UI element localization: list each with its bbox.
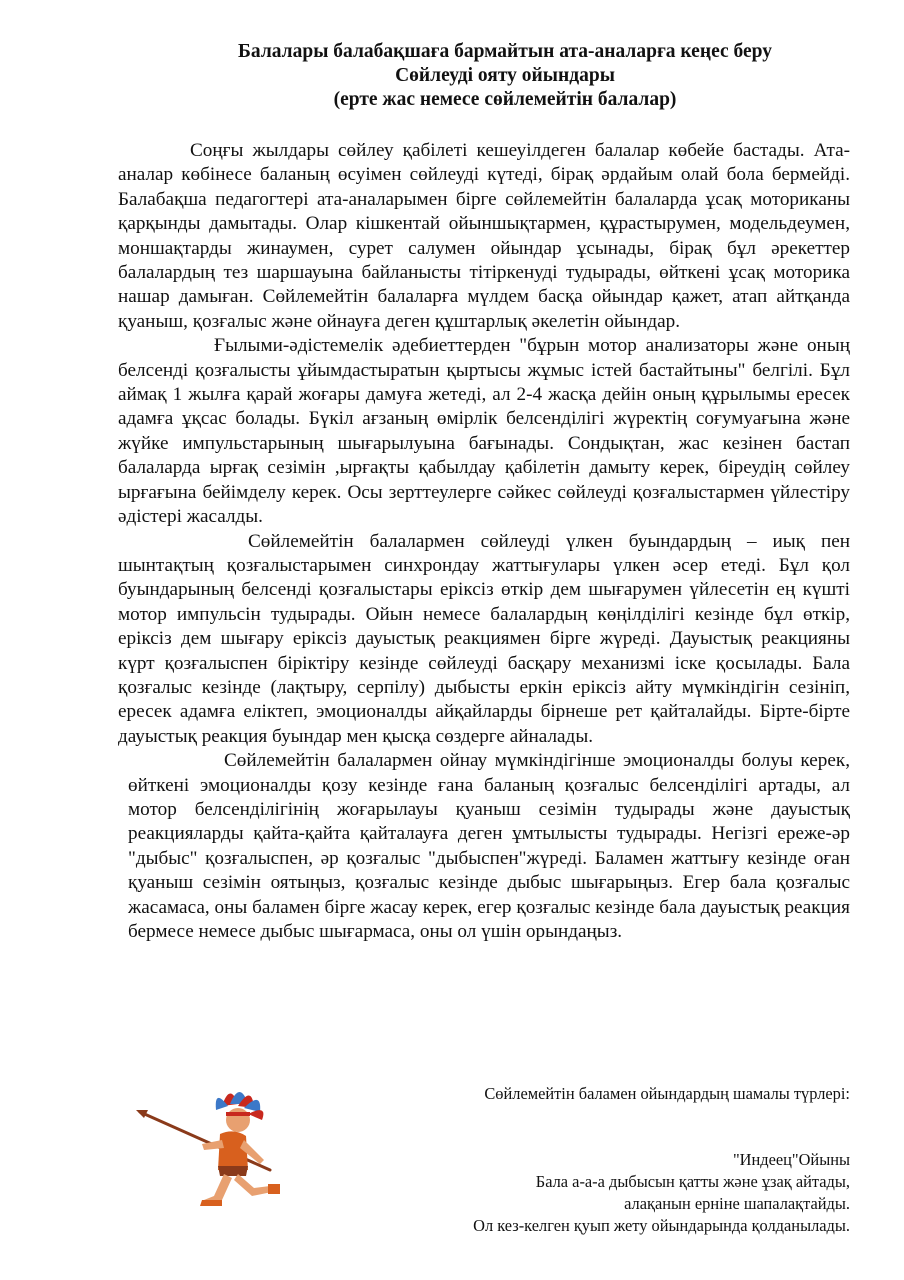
games-section [330,1083,850,1237]
paragraph: Ғылыми-әдістемелік әдебиеттерден "бұрын мотор анализаторы және оның белсенді қозғалысты ұйымдастыратын қыртысы жұмыс істей бастайтыны" белгілі. Бұл аймақ 1 жылға қарай жоғары дамуға жетеді, ал 2-4 жасқа дейін оның құрылымы ересек адамға ұқсас болады. Бүкіл ағзаның өмірлік белсенділігі жүректің соғумуағына және жүйке импульстарының шығарылуына бағынады. Сондықтан, жас кезінен бастап балаларда ырғақ сезімін ,ырғақты қабылдау қабілетін дамыту керек, біреудің сөйлеу ырғағына бейімделу керек. Осы зерттеулерге сәйкес сөйлеуді қозғалыстармен үйлестіру әдістері жасалды. [118,335,850,528]
document-title [130,40,880,112]
game-description-line: Ол кез-келген қуып жету ойындарында қолданылады. [473,1216,850,1235]
paragraph: Сөйлемейтін балалармен сөйлеуді үлкен буындардың – иық пен шынтақтың қозғалыстарымен синхрондау жаттығулары үлкен әсер етеді. Бұл қол буындарының белсенді қозғалыстары еріксіз өткір дем шығарумен үйлесетін ең күшті мотор импульсін тудырады. Ойын немесе балалардың көңілділігі кезінде бұл өткір, еріксіз дем шығару еріксіз дауыстық реакциямен бірге жүреді. Дауыстық реакцияны күрт қозғалыспен біріктіру кезінде сөйлеуді басқару механизмі іске қосылады. Бала қозғалыс кезінде (лақтыру, серпілу) дыбысты еркін еріксіз айту мүмкіндігін сезініп, ересек адамға еліктеп, эмоционалды айқайларды бірнеше рет қайталайды. Бірте-бірте дауыстық реакция буындар мен қысқа сөздерге айналады. [118,530,850,747]
games-intro: Сөйлемейтін баламен ойындардың шамалы түрлері: [484,1084,850,1103]
paragraph: Соңғы жылдары сөйлеу қабілеті кешеуілдеген балалар көбейе бастады. Ата-аналар көбінесе баланың өсуімен сөйлеуді күтеді, бірақ әрдайым олай бола бермейді. Балабақша педагогтері ата-аналарымен бірге сөйлемейтін балаларда ұсақ моториканы қарқынды дамытады. Олар кішкентай ойыншықтармен, құрастырумен, модельдеумен, моншақтарды жинаумен, сурет салумен ойындар ұсынады, бірақ бұл әрекеттер балалардың тез шаршауына байланысты тітіркенуді тудырады, өйткені ұсақ моторика нашар дамыған. Сөйлемейтін балаларға мүлдем басқа ойындар қажет, атап айтқанда қуаныш, қозғалыс және ойнауға деген құштарлық әкелетін ойындар. [118,140,850,332]
title-line-1: Балалары балабақшаға бармайтын ата-аналарға кеңес беру [238,41,772,62]
title-line-2: Сөйлеуді ояту ойындары [395,65,615,86]
title-line-3: (ерте жас немесе сөйлемейтін балалар) [333,89,677,110]
game-description-line: Бала а-а-а дыбысын қатты және ұзақ айтады, [535,1172,850,1191]
indian-boy-with-spear-icon [130,1078,300,1208]
indian-boy-illustration [130,1078,300,1208]
game-description-line: алақанын ерніне шапалақтайды. [624,1194,850,1213]
game-name: "Индеец"Ойыны [732,1150,850,1169]
document-body [118,139,850,944]
paragraph: Сөйлемейтін балалармен ойнау мүмкіндігінше эмоционалды болуы керек, өйткені эмоционалды қозу кезінде ғана баланың қозғалыс белсенділігі артады, ал мотор белсенділігінің жоғарылауы қуаныш сезімін тудырады және дауыстық реакцияларды қайта-қайта қайталауға деген ұмтылысты тудырады. Негізгі ереже-әр "дыбыс" қозғалыспен, әр қозғалыс "дыбыспен"жүреді. Баламен жаттығу кезінде оған қуаныш сезімін оятыңыз, қозғалыс кезінде дыбыс шығарыңыз. Егер бала қозғалыс жасамаса, оны баламен бірге жасау керек, егер қозғалыс кезінде бала дауыстық реакция бермесе немесе дыбыс шығармаса, оны ол үшін орындаңыз. [128,750,850,942]
